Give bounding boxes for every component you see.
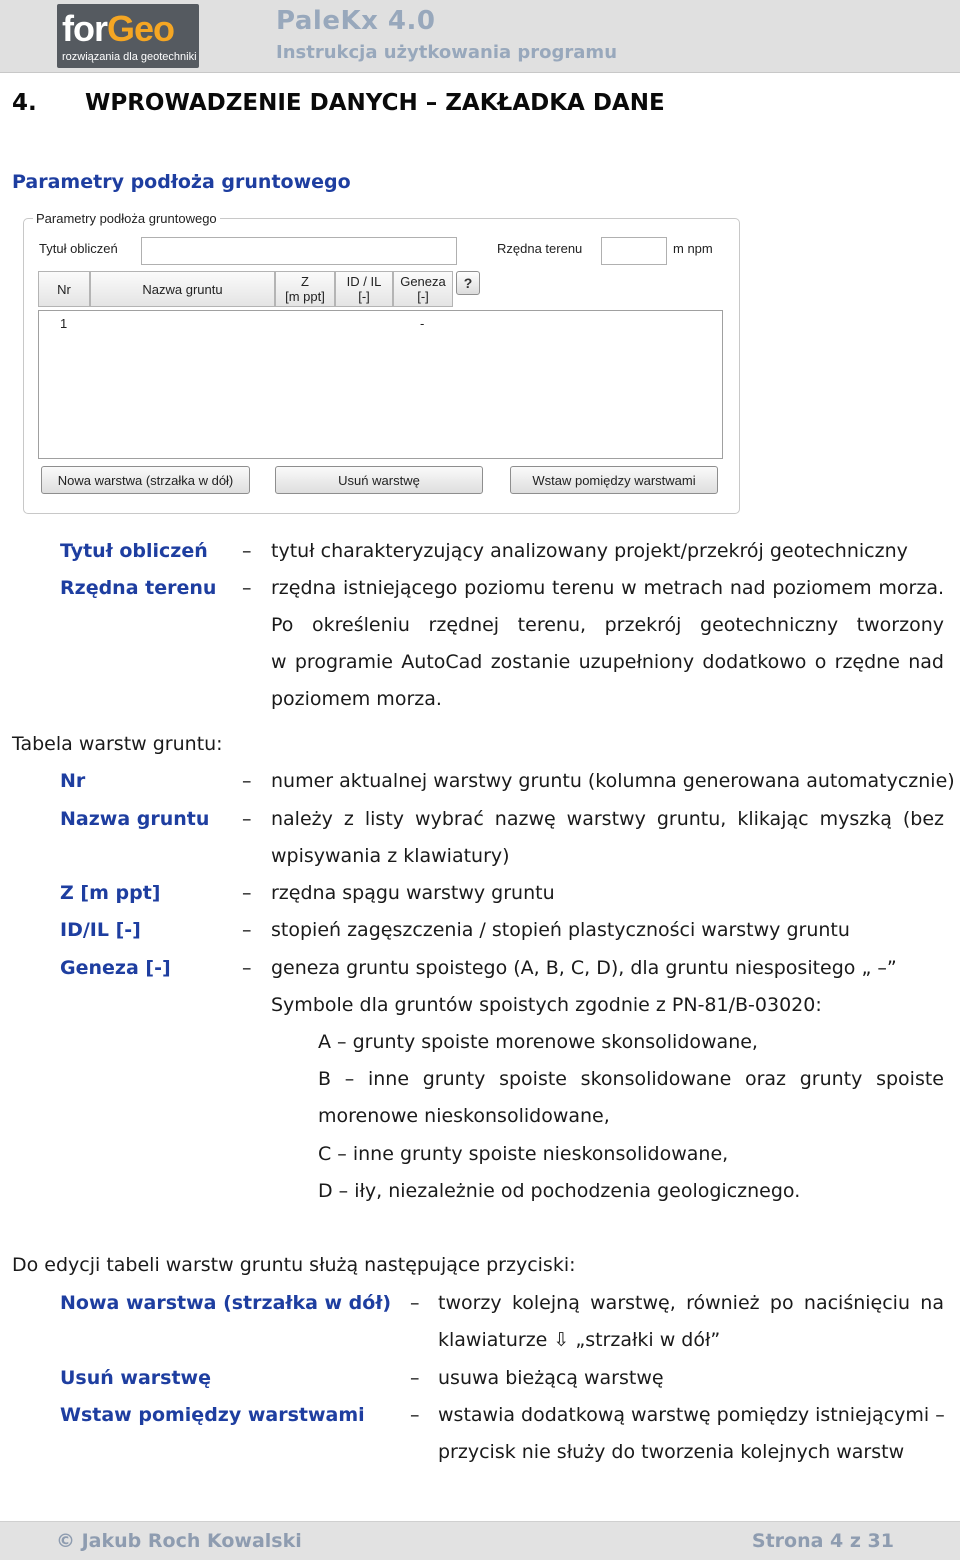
term-rzedna: Rzędna terenu xyxy=(60,577,217,599)
desc-tytul: tytuł charakteryzujący analizowany projekt/przekrój geotechniczny xyxy=(271,540,908,562)
elevation-unit: m npm xyxy=(673,241,713,256)
symbol-b-2: morenowe nieskonsolidowane, xyxy=(318,1105,610,1127)
desc-rzedna-4: poziomem morza. xyxy=(271,688,442,710)
symbol-d: D – iły, niezależnie od pochodzenia geologicznego. xyxy=(318,1180,801,1202)
column-header-name[interactable]: Nazwa gruntu xyxy=(90,271,275,307)
desc-insert-between-1: wstawia dodatkową warstwę pomiędzy istniejącymi – xyxy=(438,1404,945,1426)
dash: – xyxy=(242,919,252,941)
symbol-a: A – grunty spoiste morenowe skonsolidowane, xyxy=(318,1031,758,1053)
document-subtitle: Instrukcja użytkowania programu xyxy=(276,42,618,63)
column-header-idil[interactable]: ID / IL [-] xyxy=(335,271,393,307)
insert-between-button[interactable]: Wstaw pomiędzy warstwami xyxy=(510,466,718,494)
desc-new-layer-1: tworzy kolejną warstwę, również po naciśnięciu na xyxy=(438,1292,944,1314)
soil-layers-table[interactable] xyxy=(38,310,723,459)
symbol-b-1: B – inne grunty spoiste skonsolidowane oraz grunty spoiste xyxy=(318,1068,944,1090)
symbol-c: C – inne grunty spoiste nieskonsolidowane, xyxy=(318,1143,729,1165)
title-label: Tytuł obliczeń xyxy=(39,241,118,256)
dash: – xyxy=(410,1404,420,1426)
footer-author: © Jakub Roch Kowalski xyxy=(56,1530,302,1552)
term-new-layer: Nowa warstwa (strzałka w dół) xyxy=(60,1292,392,1314)
desc-geneza: geneza gruntu spoistego (A, B, C, D), dla gruntu niespositego „ –” xyxy=(271,957,897,979)
footer-page-number: Strona 4 z 31 xyxy=(751,1530,894,1552)
term-insert-between: Wstaw pomiędzy warstwami xyxy=(60,1404,365,1426)
desc-z: rzędna spągu warstwy gruntu xyxy=(271,882,555,904)
dash: – xyxy=(410,1367,420,1389)
document-title: PaleKx 4.0 xyxy=(276,6,436,36)
desc-rzedna-2: Po określeniu rzędnej terenu, przekrój geotechniczny tworzony xyxy=(271,614,944,636)
desc-nazwa-2: wpisywania z klawiatury) xyxy=(271,845,510,867)
dash: – xyxy=(242,957,252,979)
term-nr: Nr xyxy=(60,770,86,792)
dash: – xyxy=(242,577,252,599)
dash: – xyxy=(242,882,252,904)
desc-insert-between-2: przycisk nie służy do tworzenia kolejnych warstw xyxy=(438,1441,905,1463)
desc-rzedna-3: w programie AutoCad zostanie uzupełniony dodatkowo o rzędne nad xyxy=(271,651,944,673)
column-header-z[interactable]: Z [m ppt] xyxy=(275,271,335,307)
new-layer-button[interactable]: Nowa warstwa (strzałka w dół) xyxy=(41,466,250,494)
desc-nr: numer aktualnej warstwy gruntu (kolumna generowana automatycznie) xyxy=(271,770,955,792)
column-header-nr[interactable]: Nr xyxy=(38,271,90,307)
desc-nazwa-1: należy z listy wybrać nazwę warstwy gruntu, klikając myszką (bez xyxy=(271,808,944,830)
delete-layer-button[interactable]: Usuń warstwę xyxy=(275,466,483,494)
desc-idil: stopień zagęszczenia / stopień plastyczności warstwy gruntu xyxy=(271,919,850,941)
term-geneza: Geneza [-] xyxy=(60,957,171,979)
subsection-heading: Parametry podłoża gruntowego xyxy=(12,171,351,193)
term-z: Z [m ppt] xyxy=(60,882,161,904)
term-tytul: Tytuł obliczeń xyxy=(60,540,208,562)
desc-rzedna-1: rzędna istniejącego poziomu terenu w metrach nad poziomem morza. xyxy=(271,577,944,599)
section-number: 4. xyxy=(12,90,37,116)
forgeo-logo xyxy=(57,4,199,68)
help-button[interactable]: ? xyxy=(456,271,480,295)
section-heading xyxy=(12,90,665,116)
table-intro: Tabela warstw gruntu: xyxy=(12,733,223,755)
logo-tagline: rozwiązania dla geotechniki xyxy=(62,51,197,63)
buttons-intro: Do edycji tabeli warstw gruntu służą następujące przyciski: xyxy=(12,1254,576,1276)
page-header xyxy=(0,0,960,73)
section-title: WPROWADZENIE DANYCH – ZAKŁADKA DANE xyxy=(85,90,665,116)
table-row-nr[interactable]: 1 xyxy=(60,316,68,331)
dash: – xyxy=(242,808,252,830)
dash: – xyxy=(242,540,252,562)
table-row-idil[interactable]: - xyxy=(420,316,425,331)
elevation-label: Rzędna terenu xyxy=(497,241,583,256)
term-nazwa: Nazwa gruntu xyxy=(60,808,210,830)
groupbox-label: Parametry podłoża gruntowego xyxy=(33,211,220,226)
page-footer xyxy=(0,1521,960,1560)
elevation-input[interactable] xyxy=(601,237,667,265)
term-delete-layer: Usuń warstwę xyxy=(60,1367,211,1389)
logo-wordmark: forGeo xyxy=(62,8,175,49)
dash: – xyxy=(242,770,252,792)
term-idil: ID/IL [-] xyxy=(60,919,141,941)
column-header-geneza[interactable]: Geneza [-] xyxy=(393,271,453,307)
dash: – xyxy=(410,1292,420,1314)
symbols-intro: Symbole dla gruntów spoistych zgodnie z PN-81/B-03020: xyxy=(271,994,822,1016)
title-input[interactable] xyxy=(141,237,457,265)
desc-delete-layer: usuwa bieżącą warstwę xyxy=(438,1367,664,1389)
desc-new-layer-2: klawiaturze ⇩ „strzałki w dół” xyxy=(438,1329,721,1351)
